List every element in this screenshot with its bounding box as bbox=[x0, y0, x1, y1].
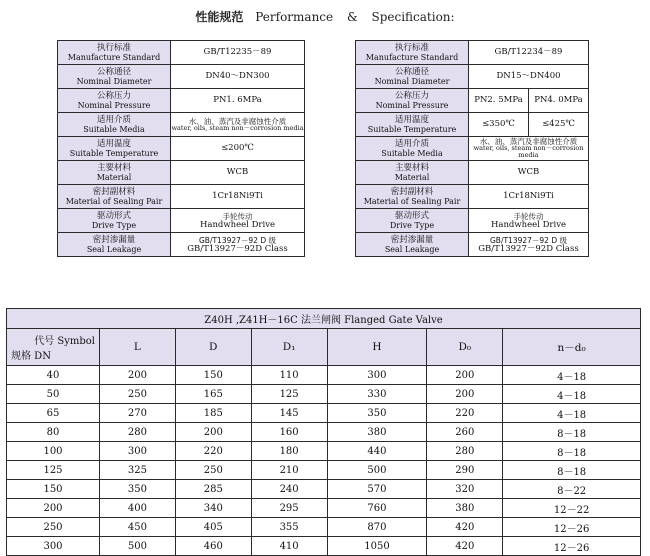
table-cell: 250 bbox=[175, 461, 251, 480]
spec-row bbox=[58, 233, 305, 257]
table-cell: 125 bbox=[251, 385, 327, 404]
table-cell: 570 bbox=[327, 480, 427, 499]
spec-table-left bbox=[57, 40, 305, 257]
spec-row bbox=[356, 41, 589, 65]
dn-cell: 250 bbox=[7, 518, 100, 537]
spec-label bbox=[356, 161, 469, 185]
spec-label-cn: 公称通径 bbox=[96, 66, 131, 77]
spec-value-cn: 水、油、蒸汽及非腐蚀性介质 bbox=[479, 137, 578, 146]
spec-label bbox=[356, 185, 469, 209]
table-cell: 8－18 bbox=[503, 442, 641, 461]
column-header: D₁ bbox=[251, 329, 327, 366]
table-cell: 8－22 bbox=[503, 480, 641, 499]
dimension-table bbox=[6, 308, 641, 556]
column-header: n－d₀ bbox=[503, 329, 641, 366]
spec-label bbox=[356, 65, 469, 89]
spec-value-en: water, oils, steam non－corrosion media bbox=[473, 144, 584, 159]
table-row bbox=[7, 404, 641, 423]
spec-label-en: Drive Type bbox=[91, 220, 137, 230]
table-cell: 410 bbox=[251, 537, 327, 556]
table-cell: 290 bbox=[427, 461, 503, 480]
table-row bbox=[7, 442, 641, 461]
spec-row bbox=[356, 137, 589, 161]
table-row bbox=[7, 499, 641, 518]
spec-value: DN40～DN300 bbox=[171, 65, 305, 89]
spec-value-en: water, oils, steam non－corrosion media bbox=[171, 123, 304, 132]
spec-label-en: Manufacture Standard bbox=[365, 52, 459, 62]
spec-label bbox=[356, 41, 469, 65]
spec-label-cn: 主要材料 bbox=[96, 162, 131, 173]
table-cell: 260 bbox=[427, 423, 503, 442]
table-cell: 380 bbox=[427, 499, 503, 518]
spec-label-en: Nominal Pressure bbox=[375, 100, 449, 110]
table-cell: 405 bbox=[175, 518, 251, 537]
table-cell: 380 bbox=[327, 423, 427, 442]
spec-value: GB/T12234－89 bbox=[469, 41, 589, 65]
spec-label-en: Suitable Temperature bbox=[367, 124, 457, 134]
corner-symbol: 代号 Symbol bbox=[34, 336, 95, 347]
spec-value-a: PN2. 5MPa bbox=[469, 89, 529, 113]
spec-label bbox=[58, 209, 171, 233]
spec-row bbox=[356, 233, 589, 257]
spec-value: 1Cr18Ni9Ti bbox=[469, 185, 589, 209]
spec-value: 1Cr18Ni9Ti bbox=[171, 185, 305, 209]
table-cell: 280 bbox=[100, 423, 176, 442]
spec-label bbox=[356, 89, 469, 113]
spec-label-cn: 密封渗漏量 bbox=[92, 234, 136, 245]
spec-value: GB/T12235－89 bbox=[171, 41, 305, 65]
table-cell: 450 bbox=[100, 518, 176, 537]
column-header: H bbox=[327, 329, 427, 366]
spec-label-cn: 密封渗漏量 bbox=[390, 234, 434, 245]
dimension-header-row bbox=[7, 329, 641, 366]
spec-label bbox=[58, 185, 171, 209]
table-cell: 295 bbox=[251, 499, 327, 518]
dn-cell: 65 bbox=[7, 404, 100, 423]
spec-label bbox=[356, 233, 469, 257]
table-cell: 400 bbox=[100, 499, 176, 518]
spec-label-cn: 适用介质 bbox=[394, 138, 429, 149]
spec-label bbox=[58, 89, 171, 113]
table-cell: 350 bbox=[100, 480, 176, 499]
heading-amp: & bbox=[346, 10, 358, 24]
table-cell: 4－18 bbox=[503, 404, 641, 423]
corner-dn: 规格 DN bbox=[11, 351, 51, 362]
table-row bbox=[7, 385, 641, 404]
table-row bbox=[7, 537, 641, 556]
spec-value-cn: 手轮传动 bbox=[513, 211, 544, 221]
spec-label bbox=[356, 113, 469, 137]
spec-value-cn: 水、油、蒸汽及非腐蚀性介质 bbox=[188, 116, 287, 126]
spec-label bbox=[356, 209, 469, 233]
spec-label-en: Material of Sealing Pair bbox=[65, 196, 163, 206]
table-cell: 240 bbox=[251, 480, 327, 499]
spec-value bbox=[171, 113, 305, 137]
spec-label-cn: 主要材料 bbox=[394, 162, 429, 173]
table-cell: 440 bbox=[327, 442, 427, 461]
table-cell: 12－26 bbox=[503, 518, 641, 537]
spec-label-cn: 密封副材料 bbox=[390, 186, 434, 197]
dn-cell: 40 bbox=[7, 366, 100, 385]
spec-label-en: Suitable Media bbox=[83, 124, 145, 134]
table-cell: 300 bbox=[327, 366, 427, 385]
table-cell: 325 bbox=[100, 461, 176, 480]
spec-row bbox=[58, 137, 305, 161]
dn-cell: 100 bbox=[7, 442, 100, 461]
spec-value: WCB bbox=[469, 161, 589, 185]
table-cell: 200 bbox=[100, 366, 176, 385]
table-cell: 350 bbox=[327, 404, 427, 423]
table-row bbox=[7, 480, 641, 499]
spec-row bbox=[356, 89, 589, 113]
dimension-caption: Z40H ,Z41H－16C 法兰闸阀 Flanged Gate Valve bbox=[7, 309, 641, 329]
spec-value bbox=[469, 209, 589, 233]
spec-value: ≤200℃ bbox=[171, 137, 305, 161]
spec-label-cn: 执行标准 bbox=[394, 42, 429, 53]
table-cell: 8－18 bbox=[503, 423, 641, 442]
spec-value bbox=[171, 209, 305, 233]
spec-value-en: Handwheel Drive bbox=[490, 219, 567, 230]
spec-label-cn: 适用介质 bbox=[96, 114, 131, 125]
corner-cell bbox=[7, 329, 100, 366]
spec-row bbox=[58, 113, 305, 137]
dn-cell: 150 bbox=[7, 480, 100, 499]
table-row bbox=[7, 518, 641, 537]
spec-value-en: Handwheel Drive bbox=[199, 219, 276, 230]
spec-row bbox=[356, 209, 589, 233]
table-cell: 420 bbox=[427, 537, 503, 556]
column-header: L bbox=[100, 329, 176, 366]
table-cell: 160 bbox=[251, 423, 327, 442]
table-cell: 200 bbox=[427, 366, 503, 385]
table-cell: 330 bbox=[327, 385, 427, 404]
table-cell: 150 bbox=[175, 366, 251, 385]
table-cell: 185 bbox=[175, 404, 251, 423]
spec-label-cn: 执行标准 bbox=[96, 42, 131, 53]
spec-value-b: PN4. 0MPa bbox=[528, 89, 588, 113]
spec-value bbox=[469, 233, 589, 257]
spec-label-cn: 公称通径 bbox=[394, 66, 429, 77]
dn-cell: 200 bbox=[7, 499, 100, 518]
spec-label-en: Seal Leakage bbox=[384, 244, 440, 254]
heading-cn: 性能规范 bbox=[195, 10, 244, 24]
page-heading bbox=[0, 8, 650, 25]
spec-value-en: GB/T13927－92D Class bbox=[478, 243, 579, 254]
table-cell: 110 bbox=[251, 366, 327, 385]
column-header: D₀ bbox=[427, 329, 503, 366]
spec-label-cn: 公称压力 bbox=[96, 90, 131, 101]
spec-label bbox=[58, 161, 171, 185]
spec-label-en: Suitable Temperature bbox=[69, 148, 159, 158]
table-row bbox=[7, 366, 641, 385]
table-cell: 8－18 bbox=[503, 461, 641, 480]
spec-label bbox=[58, 65, 171, 89]
table-row bbox=[7, 461, 641, 480]
spec-label-en: Material of Sealing Pair bbox=[363, 196, 461, 206]
spec-label bbox=[356, 137, 469, 161]
spec-label bbox=[58, 113, 171, 137]
spec-value-cn: 手轮传动 bbox=[222, 211, 253, 221]
spec-label-cn: 驱动形式 bbox=[96, 210, 131, 221]
table-cell: 285 bbox=[175, 480, 251, 499]
spec-value: WCB bbox=[171, 161, 305, 185]
spec-row bbox=[356, 65, 589, 89]
spec-label-en: Material bbox=[96, 172, 132, 182]
table-cell: 200 bbox=[175, 423, 251, 442]
table-cell: 1050 bbox=[327, 537, 427, 556]
spec-label-en: Nominal Diameter bbox=[374, 76, 450, 86]
spec-row bbox=[356, 185, 589, 209]
spec-label-cn: 驱动形式 bbox=[394, 210, 429, 221]
dimension-caption-row bbox=[7, 309, 641, 329]
spec-label-en: Suitable Media bbox=[381, 148, 443, 158]
spec-row bbox=[58, 65, 305, 89]
spec-label bbox=[58, 137, 171, 161]
table-cell: 500 bbox=[327, 461, 427, 480]
table-cell: 12－26 bbox=[503, 537, 641, 556]
spec-label-en: Manufacture Standard bbox=[67, 52, 161, 62]
table-cell: 320 bbox=[427, 480, 503, 499]
table-cell: 500 bbox=[100, 537, 176, 556]
spec-value-en: GB/T13927－92D Class bbox=[187, 243, 288, 254]
spec-row bbox=[356, 113, 589, 137]
table-cell: 165 bbox=[175, 385, 251, 404]
table-cell: 145 bbox=[251, 404, 327, 423]
table-cell: 340 bbox=[175, 499, 251, 518]
table-cell: 300 bbox=[100, 442, 176, 461]
dn-cell: 300 bbox=[7, 537, 100, 556]
spec-label-en: Nominal Diameter bbox=[76, 76, 152, 86]
spec-value-a: ≤350℃ bbox=[469, 113, 529, 137]
dn-cell: 125 bbox=[7, 461, 100, 480]
table-cell: 180 bbox=[251, 442, 327, 461]
heading-en: Performance bbox=[255, 10, 334, 24]
spec-label-cn: 适用温度 bbox=[394, 114, 429, 125]
spec-row bbox=[58, 41, 305, 65]
table-cell: 220 bbox=[175, 442, 251, 461]
spec-value bbox=[469, 137, 589, 161]
table-cell: 460 bbox=[175, 537, 251, 556]
table-row bbox=[7, 423, 641, 442]
table-cell: 760 bbox=[327, 499, 427, 518]
spec-label-cn: 公称压力 bbox=[394, 90, 429, 101]
spec-label-en: Drive Type bbox=[389, 220, 435, 230]
spec-row bbox=[58, 185, 305, 209]
spec-value-b: ≤425℃ bbox=[528, 113, 588, 137]
spec-value: DN15～DN400 bbox=[469, 65, 589, 89]
table-cell: 355 bbox=[251, 518, 327, 537]
heading-en2: Specification: bbox=[371, 10, 455, 24]
spec-value-cn: GB/T13927－92 D 级 bbox=[198, 235, 276, 245]
table-cell: 250 bbox=[100, 385, 176, 404]
table-cell: 4－18 bbox=[503, 385, 641, 404]
table-cell: 420 bbox=[427, 518, 503, 537]
spec-value-cn: GB/T13927－92 D 级 bbox=[489, 235, 567, 245]
table-cell: 4－18 bbox=[503, 366, 641, 385]
table-cell: 280 bbox=[427, 442, 503, 461]
spec-label bbox=[58, 41, 171, 65]
table-cell: 220 bbox=[427, 404, 503, 423]
dn-cell: 50 bbox=[7, 385, 100, 404]
column-header: D bbox=[175, 329, 251, 366]
table-cell: 210 bbox=[251, 461, 327, 480]
spec-value: PN1. 6MPa bbox=[171, 89, 305, 113]
spec-row bbox=[58, 89, 305, 113]
dn-cell: 80 bbox=[7, 423, 100, 442]
spec-label-cn: 适用温度 bbox=[96, 138, 131, 149]
spec-table-right bbox=[355, 40, 589, 257]
spec-row bbox=[58, 209, 305, 233]
spec-label bbox=[58, 233, 171, 257]
table-cell: 200 bbox=[427, 385, 503, 404]
spec-row bbox=[58, 161, 305, 185]
spec-label-en: Seal Leakage bbox=[86, 244, 142, 254]
spec-label-en: Nominal Pressure bbox=[77, 100, 151, 110]
spec-row bbox=[356, 161, 589, 185]
spec-label-cn: 密封副材料 bbox=[92, 186, 136, 197]
table-cell: 270 bbox=[100, 404, 176, 423]
table-cell: 870 bbox=[327, 518, 427, 537]
table-cell: 12－22 bbox=[503, 499, 641, 518]
spec-value bbox=[171, 233, 305, 257]
spec-label-en: Material bbox=[394, 172, 430, 182]
